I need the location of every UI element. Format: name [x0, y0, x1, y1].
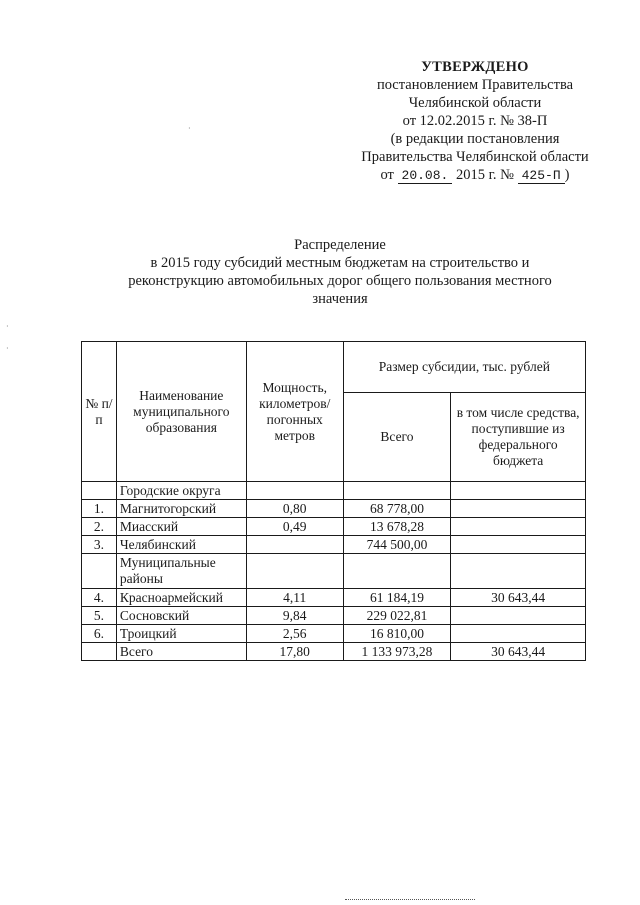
approval-year: 2015 г. № — [455, 167, 514, 183]
row-capacity: 2,56 — [246, 625, 343, 643]
row-num — [82, 643, 117, 661]
header-capacity: Мощность, километров/ погонных метров — [246, 342, 343, 482]
document-title: Распределение — [294, 237, 386, 253]
table-row — [82, 607, 586, 625]
header-num: № п/п — [82, 342, 117, 482]
row-name: Магнитогорский — [116, 500, 246, 518]
document-subtitle-2: реконструкцию автомобильных дорог общего пользования местного — [128, 273, 552, 289]
footer-dotted-line — [345, 899, 475, 900]
row-total: 1 133 973,28 — [343, 643, 451, 661]
approval-decree-line — [330, 166, 620, 184]
row-capacity — [246, 554, 343, 589]
scan-speck: · — [188, 124, 191, 133]
scan-speck: · — [6, 344, 9, 353]
row-federal — [451, 518, 586, 536]
row-name: Сосновский — [116, 607, 246, 625]
row-name: Миасский — [116, 518, 246, 536]
row-capacity: 0,80 — [246, 500, 343, 518]
table-row — [82, 500, 586, 518]
row-capacity — [246, 536, 343, 554]
approval-line-1: постановлением Правительства — [376, 77, 574, 93]
document-heading — [90, 236, 590, 308]
row-capacity: 17,80 — [246, 643, 343, 661]
row-name: Муниципальные районы — [116, 554, 246, 589]
row-federal — [451, 500, 586, 518]
row-federal — [451, 482, 586, 500]
row-name: Челябинский — [116, 536, 246, 554]
table-row — [82, 589, 586, 607]
row-capacity — [246, 482, 343, 500]
decree-number: 425-П — [518, 169, 565, 184]
row-federal — [451, 625, 586, 643]
row-name: Троицкий — [116, 625, 246, 643]
header-federal: в том числе средства, поступившие из федерального бюджета — [451, 393, 586, 482]
row-name: Городские округа — [116, 482, 246, 500]
row-total: 744 500,00 — [343, 536, 451, 554]
header-name: Наименование муниципального образования — [116, 342, 246, 482]
document-subtitle-1: в 2015 году субсидий местным бюджетам на строительство и — [150, 255, 530, 271]
row-num: 5. — [82, 607, 117, 625]
approval-from: от — [380, 167, 394, 183]
row-num: 4. — [82, 589, 117, 607]
approval-line-3: от 12.02.2015 г. № 38-П — [402, 113, 548, 129]
row-total: 229 022,81 — [343, 607, 451, 625]
approval-line-2: Челябинской области — [408, 95, 542, 111]
scan-speck: · — [6, 322, 9, 331]
row-federal — [451, 536, 586, 554]
table-row — [82, 482, 586, 500]
row-total: 61 184,19 — [343, 589, 451, 607]
row-federal: 30 643,44 — [451, 589, 586, 607]
row-num — [82, 554, 117, 589]
row-federal: 30 643,44 — [451, 643, 586, 661]
header-total: Всего — [343, 393, 451, 482]
approval-title: УТВЕРЖДЕНО — [421, 59, 529, 75]
row-total — [343, 482, 451, 500]
table-row-total — [82, 643, 586, 661]
approval-close: ) — [564, 167, 570, 183]
subsidy-table — [81, 341, 586, 661]
row-num: 1. — [82, 500, 117, 518]
document-subtitle-3: значения — [312, 291, 368, 307]
row-federal — [451, 554, 586, 589]
table-row — [82, 554, 586, 589]
row-total: 16 810,00 — [343, 625, 451, 643]
row-total — [343, 554, 451, 589]
row-num: 3. — [82, 536, 117, 554]
row-name: Всего — [116, 643, 246, 661]
row-num: 6. — [82, 625, 117, 643]
row-capacity: 0,49 — [246, 518, 343, 536]
approval-block — [330, 58, 620, 184]
row-name: Красноармейский — [116, 589, 246, 607]
row-total: 13 678,28 — [343, 518, 451, 536]
row-total: 68 778,00 — [343, 500, 451, 518]
table-row — [82, 536, 586, 554]
table-row — [82, 518, 586, 536]
row-capacity: 9,84 — [246, 607, 343, 625]
approval-line-5: Правительства Челябинской области — [361, 149, 589, 165]
row-federal — [451, 607, 586, 625]
row-num — [82, 482, 117, 500]
approval-line-4: (в редакции постановления — [390, 131, 560, 147]
row-capacity: 4,11 — [246, 589, 343, 607]
decree-date: 20.08. — [398, 169, 453, 184]
header-subsidy: Размер субсидии, тыс. рублей — [343, 342, 585, 393]
table-row — [82, 625, 586, 643]
row-num: 2. — [82, 518, 117, 536]
